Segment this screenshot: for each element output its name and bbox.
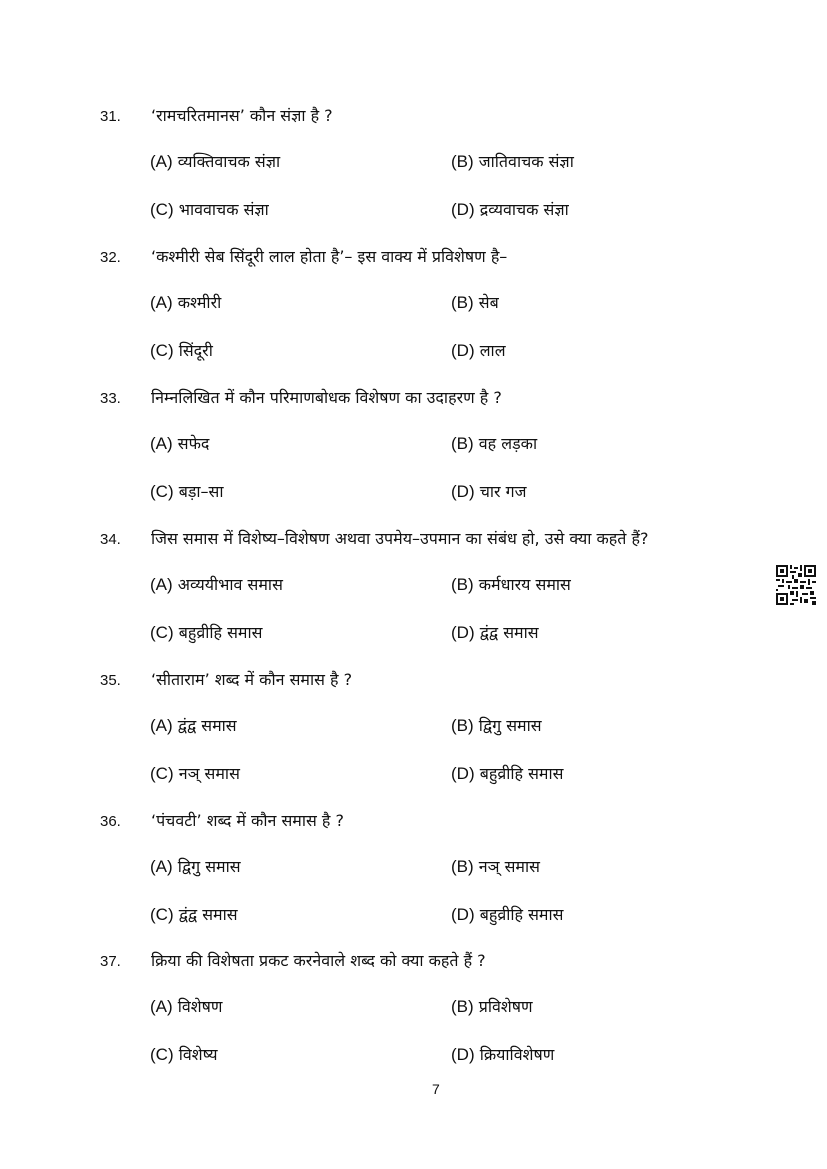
option-text: द्रव्यवाचक संज्ञा bbox=[479, 200, 569, 219]
option-a bbox=[150, 573, 283, 595]
option-text: द्वंद्व समास bbox=[178, 905, 238, 924]
option-text: द्विगु समास bbox=[478, 716, 542, 735]
option-label: (D) bbox=[451, 905, 475, 924]
option-text: बड़ा–सा bbox=[178, 482, 224, 501]
option-c bbox=[150, 903, 238, 925]
option-label: (B) bbox=[451, 857, 474, 876]
option-d bbox=[451, 198, 569, 220]
option-label: (C) bbox=[150, 1045, 174, 1064]
question-row bbox=[0, 245, 827, 269]
option-label: (A) bbox=[150, 293, 173, 312]
option-label: (C) bbox=[150, 341, 174, 360]
option-c bbox=[150, 621, 262, 643]
option-label: (C) bbox=[150, 200, 174, 219]
question-text: जिस समास में विशेष्य–विशेषण अथवा उपमेय–उपमान का संबंध हो, उसे क्या कहते हैं? bbox=[151, 529, 649, 548]
option-label: (A) bbox=[150, 716, 173, 735]
option-label: (B) bbox=[451, 716, 474, 735]
option-text: अव्ययीभाव समास bbox=[177, 575, 283, 594]
option-b bbox=[451, 291, 499, 313]
option-label: (A) bbox=[150, 857, 173, 876]
question-text: ‘कश्मीरी सेब सिंदूरी लाल होता है’– इस वाक्य में प्रविशेषण है– bbox=[151, 247, 508, 266]
option-a bbox=[150, 714, 237, 736]
question-text: निम्नलिखित में कौन परिमाणबोधक विशेषण का उदाहरण है ? bbox=[151, 388, 502, 407]
option-b bbox=[451, 714, 542, 736]
question-number: 31. bbox=[100, 108, 121, 125]
option-c bbox=[150, 339, 213, 361]
question-number: 36. bbox=[100, 813, 121, 830]
option-label: (A) bbox=[150, 997, 173, 1016]
option-label: (D) bbox=[451, 341, 475, 360]
question-number: 34. bbox=[100, 531, 121, 548]
option-text: लाल bbox=[479, 341, 506, 360]
option-a bbox=[150, 432, 209, 454]
page-number: 7 bbox=[432, 1081, 440, 1097]
option-text: व्यक्तिवाचक संज्ञा bbox=[177, 152, 281, 171]
qr-code-icon bbox=[776, 565, 816, 605]
option-a bbox=[150, 291, 221, 313]
question-text: ‘पंचवटी’ शब्द में कौन समास है ? bbox=[151, 811, 344, 830]
option-text: द्वंद्व समास bbox=[177, 716, 237, 735]
option-text: सिंदूरी bbox=[178, 341, 213, 360]
option-text: क्रियाविशेषण bbox=[479, 1045, 555, 1064]
option-label: (D) bbox=[451, 623, 475, 642]
option-a bbox=[150, 150, 280, 172]
question-text: क्रिया की विशेषता प्रकट करनेवाले शब्द को क्या कहते हैं ? bbox=[151, 951, 486, 970]
option-label: (C) bbox=[150, 482, 174, 501]
option-d bbox=[451, 762, 563, 784]
question-number: 37. bbox=[100, 953, 121, 970]
question-number: 33. bbox=[100, 390, 121, 407]
option-text: विशेषण bbox=[177, 997, 223, 1016]
option-d bbox=[451, 480, 527, 502]
option-label: (D) bbox=[451, 200, 475, 219]
option-label: (C) bbox=[150, 905, 174, 924]
option-label: (B) bbox=[451, 997, 474, 1016]
option-b bbox=[451, 855, 540, 877]
option-label: (C) bbox=[150, 764, 174, 783]
question-row bbox=[0, 386, 827, 410]
question-row bbox=[0, 809, 827, 833]
option-label: (D) bbox=[451, 764, 475, 783]
option-b bbox=[451, 432, 537, 454]
option-b bbox=[451, 150, 574, 172]
option-c bbox=[150, 762, 240, 784]
option-b bbox=[451, 573, 571, 595]
option-c bbox=[150, 1043, 218, 1065]
option-text: सफेद bbox=[177, 434, 210, 453]
option-d bbox=[451, 1043, 554, 1065]
option-text: भाववाचक संज्ञा bbox=[178, 200, 269, 219]
option-label: (D) bbox=[451, 1045, 475, 1064]
option-text: द्वंद्व समास bbox=[479, 623, 539, 642]
option-label: (B) bbox=[451, 575, 474, 594]
option-text: चार गज bbox=[479, 482, 527, 501]
option-label: (B) bbox=[451, 293, 474, 312]
option-text: सेब bbox=[478, 293, 499, 312]
question-row bbox=[0, 527, 827, 551]
option-d bbox=[451, 339, 506, 361]
question-row bbox=[0, 668, 827, 692]
question-row bbox=[0, 949, 827, 973]
option-label: (A) bbox=[150, 152, 173, 171]
option-d bbox=[451, 621, 539, 643]
option-d bbox=[451, 903, 563, 925]
option-text: नञ् समास bbox=[178, 764, 240, 783]
question-text: ‘सीताराम’ शब्द में कौन समास है ? bbox=[151, 670, 353, 689]
option-text: कश्मीरी bbox=[177, 293, 222, 312]
option-text: कर्मधारय समास bbox=[478, 575, 571, 594]
option-label: (B) bbox=[451, 152, 474, 171]
option-a bbox=[150, 855, 241, 877]
option-label: (D) bbox=[451, 482, 475, 501]
question-number: 32. bbox=[100, 249, 121, 266]
option-label: (B) bbox=[451, 434, 474, 453]
option-text: बहुव्रीहि समास bbox=[479, 764, 564, 783]
option-b bbox=[451, 995, 533, 1017]
option-text: नञ् समास bbox=[478, 857, 540, 876]
option-label: (A) bbox=[150, 434, 173, 453]
question-row bbox=[0, 104, 827, 128]
option-text: विशेष्य bbox=[178, 1045, 218, 1064]
question-number: 35. bbox=[100, 672, 121, 689]
option-c bbox=[150, 480, 224, 502]
option-text: वह लड़का bbox=[478, 434, 538, 453]
option-c bbox=[150, 198, 269, 220]
option-text: जातिवाचक संज्ञा bbox=[478, 152, 574, 171]
option-text: प्रविशेषण bbox=[478, 997, 533, 1016]
option-text: बहुव्रीहि समास bbox=[178, 623, 263, 642]
option-label: (A) bbox=[150, 575, 173, 594]
option-a bbox=[150, 995, 223, 1017]
option-label: (C) bbox=[150, 623, 174, 642]
option-text: द्विगु समास bbox=[177, 857, 241, 876]
option-text: बहुव्रीहि समास bbox=[479, 905, 564, 924]
question-text: ‘रामचरितमानस’ कौन संज्ञा है ? bbox=[151, 106, 333, 125]
